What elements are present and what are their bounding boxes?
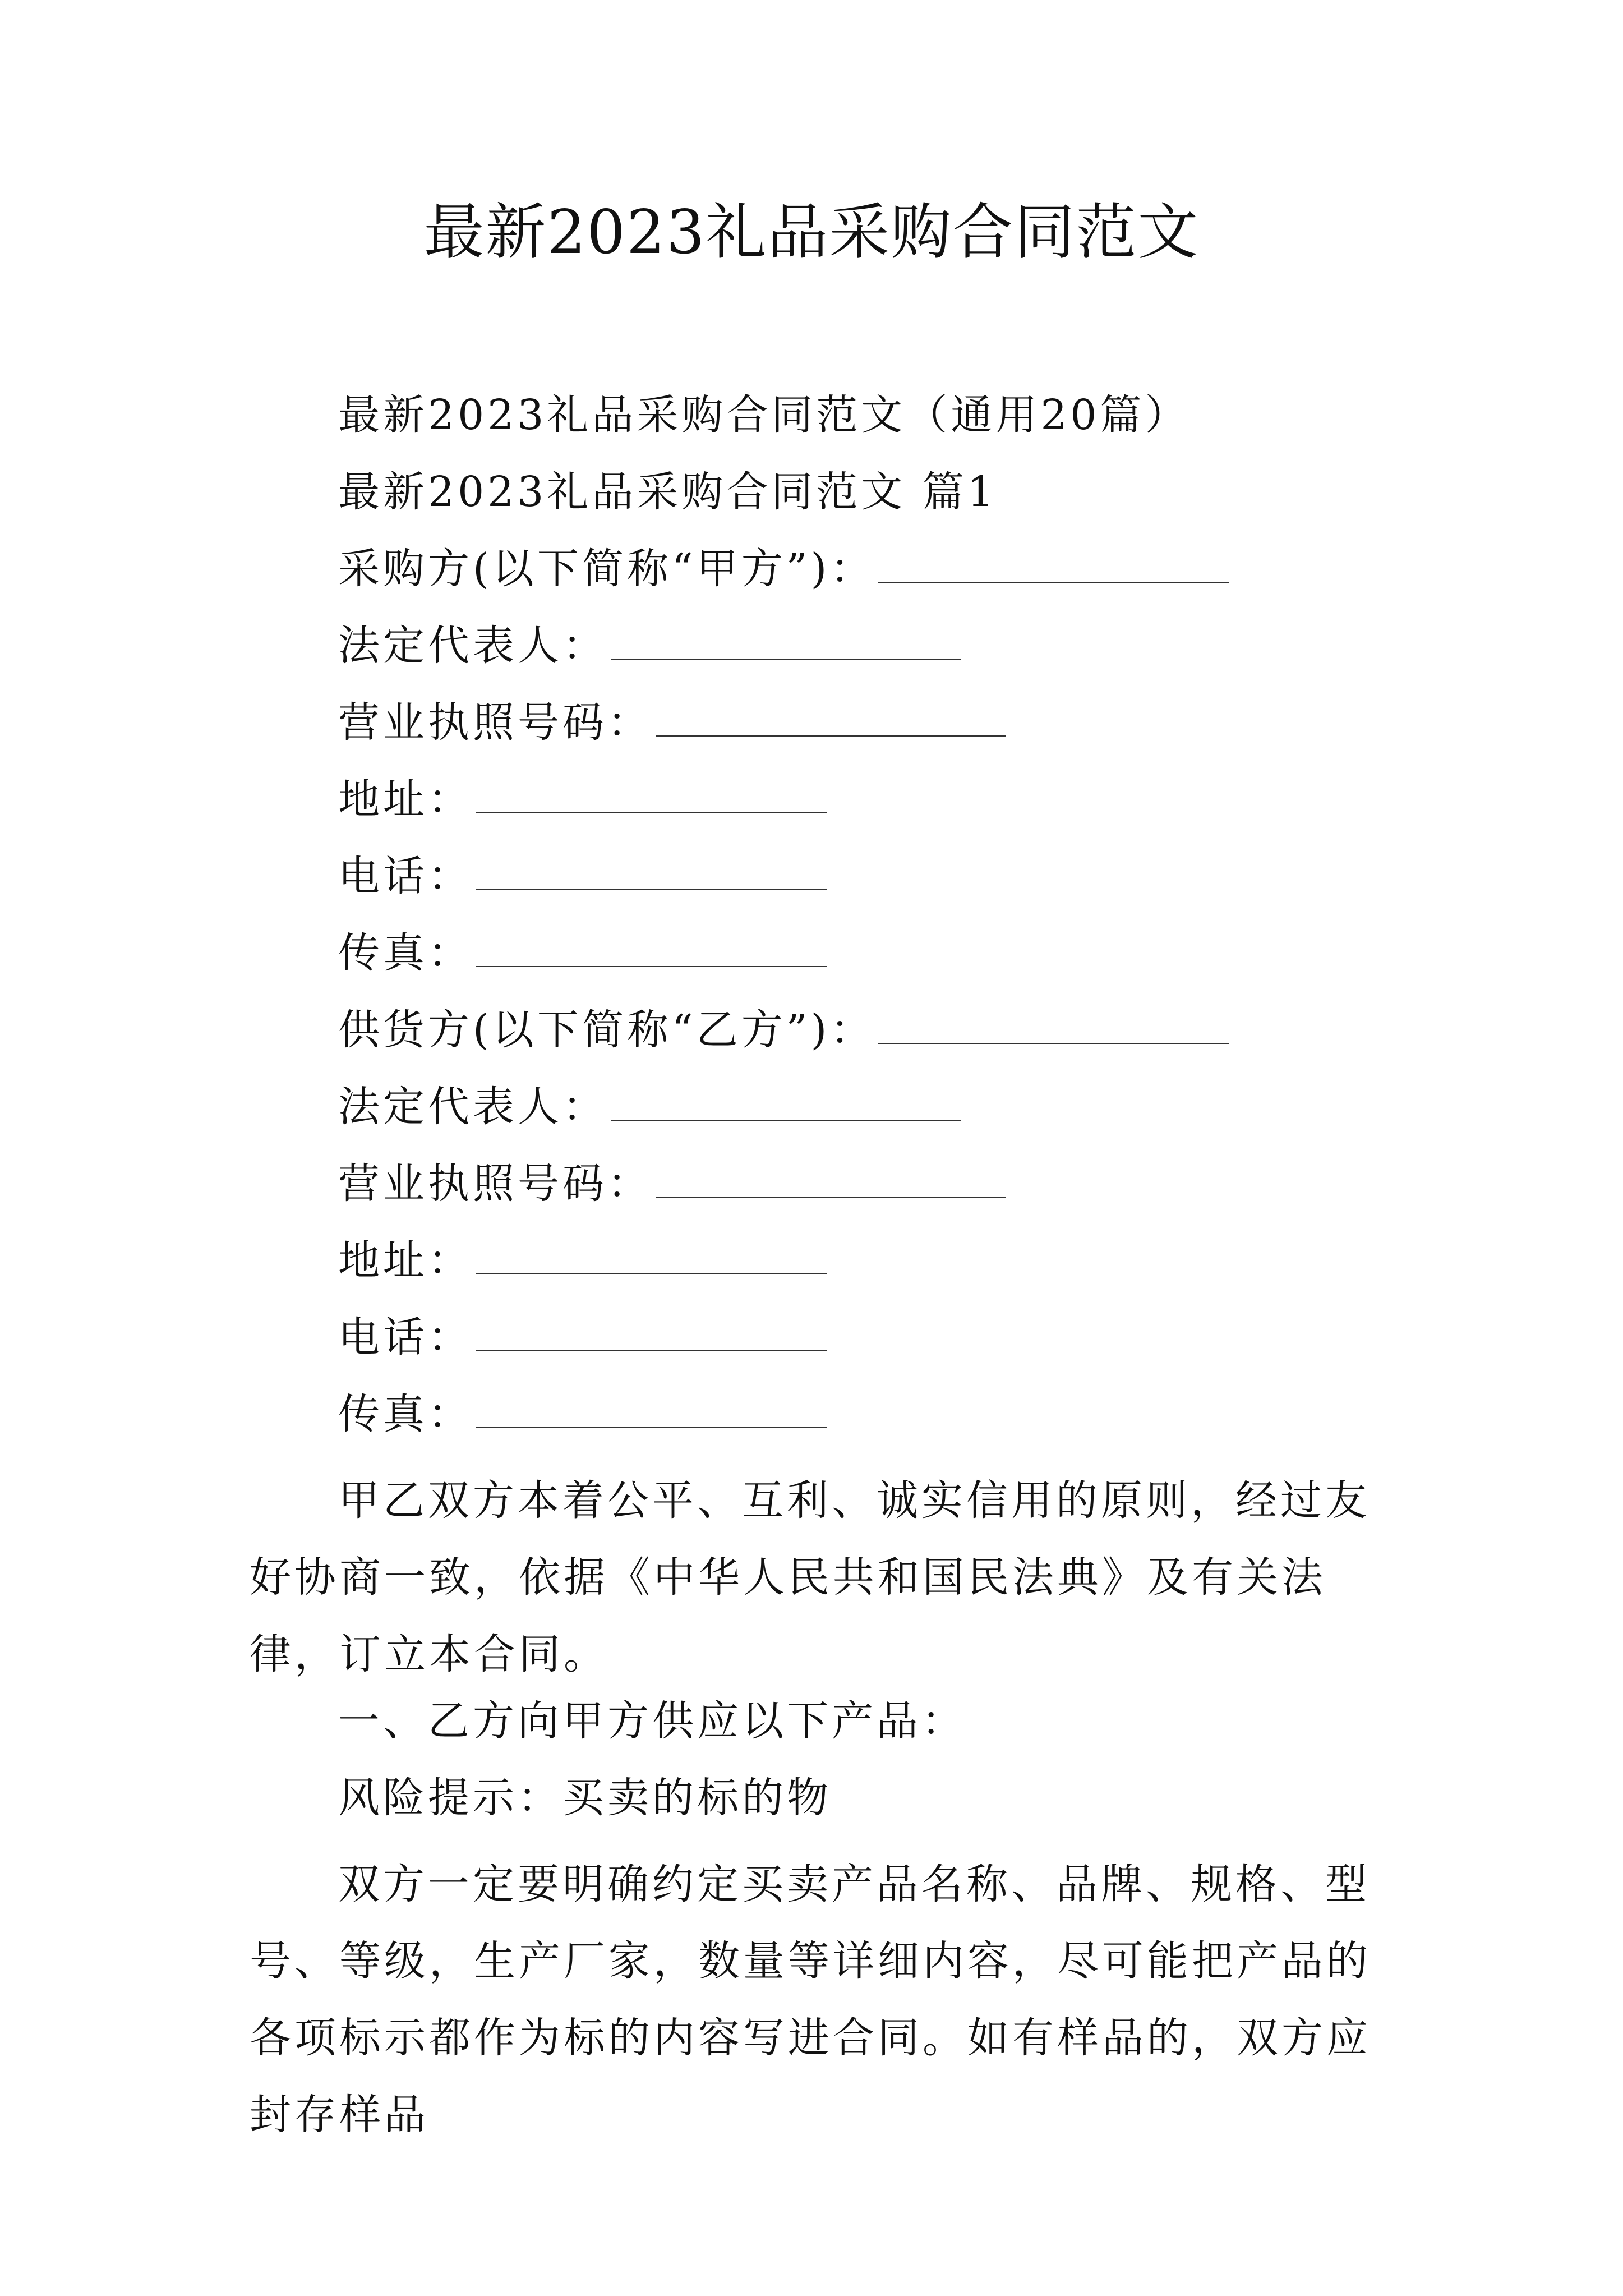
document-title: 最新2023礼品采购合同范文	[423, 197, 1200, 268]
party-b-license-blank	[656, 1163, 1006, 1198]
party-a-label: 采购方(以下简称“甲方”)：	[338, 545, 875, 593]
party-a-legal-rep-row	[338, 618, 961, 674]
party-b-address-row	[338, 1232, 827, 1289]
party-b-address-label: 地址：	[338, 1236, 473, 1285]
party-a-phone-blank	[476, 855, 827, 890]
party-b-license-row	[338, 1156, 1006, 1212]
party-a-fax-blank	[476, 932, 827, 967]
party-b-legal-rep-blank	[611, 1086, 961, 1121]
party-b-fax-row	[338, 1386, 827, 1442]
party-a-license-blank	[656, 702, 1006, 737]
party-a-phone-label: 电话：	[338, 852, 473, 900]
party-b-label: 供货方(以下简称“乙方”)：	[338, 1006, 875, 1054]
party-b-fax-label: 传真：	[338, 1390, 473, 1438]
party-b-fax-blank	[476, 1393, 827, 1428]
party-b-legal-rep-label: 法定代表人：	[338, 1083, 607, 1131]
party-a-fax-label: 传真：	[338, 929, 473, 977]
risk-paragraph: 双方一定要明确约定买卖产品名称、品牌、规格、型号、等级，生产厂家，数量等详细内容，尽可能把产品的各项标示都作为标的内容写进合同。如有样品的，双方应封存样品	[250, 1860, 1371, 2139]
document-subtitle: 最新2023礼品采购合同范文（通用20篇）	[338, 391, 1190, 439]
party-a-license-row	[338, 694, 1006, 751]
intro-paragraph: 甲乙双方本着公平、互利、诚实信用的原则，经过友好协商一致，依据《中华人民共和国民法典》及有关法律，订立本合同。	[250, 1476, 1370, 1678]
party-a-address-label: 地址：	[338, 775, 473, 823]
party-b-phone-row	[338, 1309, 827, 1365]
party-b-phone-label: 电话：	[338, 1313, 473, 1361]
party-b-phone-blank	[476, 1317, 827, 1351]
party-a-phone-row	[338, 848, 827, 904]
party-a-fax-row	[338, 925, 827, 981]
party-b-row	[338, 1002, 1229, 1058]
party-b-legal-rep-row	[338, 1079, 961, 1135]
party-a-license-label: 营业执照号码：	[338, 698, 652, 747]
party-b-blank	[878, 1009, 1229, 1044]
party-a-address-blank	[476, 779, 827, 813]
party-b-address-blank	[476, 1240, 827, 1274]
party-b-license-label: 营业执照号码：	[338, 1159, 652, 1208]
party-a-blank	[878, 548, 1229, 583]
party-a-row	[338, 541, 1229, 597]
clause-1: 一、乙方向甲方供应以下产品：	[338, 1697, 966, 1745]
section-heading: 最新2023礼品采购合同范文 篇1	[338, 468, 997, 516]
party-a-address-row	[338, 771, 827, 827]
party-a-legal-rep-blank	[611, 625, 961, 660]
risk-tip: 风险提示：买卖的标的物	[338, 1774, 832, 1822]
party-a-legal-rep-label: 法定代表人：	[338, 622, 607, 670]
